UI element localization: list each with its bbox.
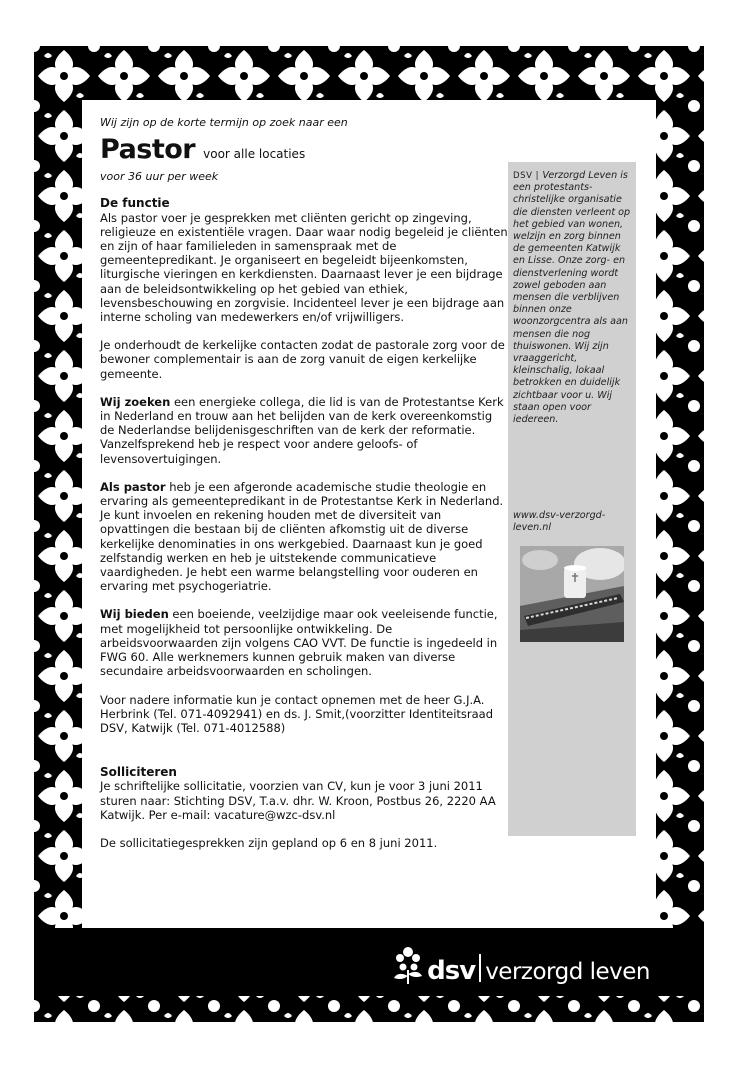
function-heading: De functie [100, 196, 170, 211]
title-row [100, 136, 510, 164]
apply-text: Je schriftelijke sollicitatie, voorzien van CV, kun je voor 3 juni 2011 sturen naar: Stichting DSV, T.a.v. dhr. W. Kroon, Postbus 26, 2220 AA Katwijk. Per e-mail: vacature@wzc-dsv.nl [100, 779, 496, 822]
photo-illustration [520, 546, 624, 642]
footer-band [34, 928, 704, 996]
sidebar-brand: DSV | [513, 171, 543, 181]
logo-separator [479, 954, 481, 982]
apply-heading: Solliciteren [100, 765, 177, 780]
hours-line: voor 36 uur per week [100, 170, 219, 184]
offer-paragraph [100, 607, 510, 678]
seek-text: een energieke collega, die lid is van de Protestantse Kerk in Nederland en trouw aan het belijden van de kerk overeenkomstig de Nederlandse belijdenisgeschriften van de kerk der reformatie. Vanzelfsprekend heb je respect voor andere geloofs- of levensovertuigingen. [100, 394, 504, 466]
page-title: Pastor [100, 134, 196, 166]
sidebar-text [513, 170, 633, 426]
sidebar-url[interactable]: www.dsv-verzorgd-leven.nl [513, 510, 606, 534]
logo-mark: dsv [427, 956, 476, 986]
intro-line: Wij zijn op de korte termijn op zoek naar een [100, 116, 348, 129]
as-pastor-paragraph [100, 480, 510, 594]
sidebar-description: Verzorgd Leven is een protestants-christelijke organisatie die diensten verleent op het gebied van wonen, welzijn en zorg binnen de gemeenten Katwijk en Lisse. Onze zorg- en dienstverlening wordt zowel geboden aan mensen die verblijven binnen onze woonzorgcentra als aan mensen die nog thuiswonen. Wij zijn vraaggericht, kleinschalig, lokaal betrokken en duidelijk zichtbaar voor u. Wij staan open voor iedereen. [513, 170, 631, 426]
function-text: Als pastor voer je gesprekken met cliënten gericht op zingeving, religieuze en existentiële vragen. Daar waar nodig begeleid je cliënten en zijn of haar familieleden in samenspraak met de gemeentepredikant. Je organiseert en begeleidt bijeenkomsten, liturgische vieringen en kerkdiensten. Daarnaast lever je een bijdrage aan de beleidsontwikkeling op het gebied van ethiek, levensbeschouwing en zorgvisie. Incidenteel lever je een bijdrage aan interne scholing van medewerkers en/of vrijwilligers. [100, 210, 508, 325]
flower-icon [391, 944, 425, 984]
as-pastor-lead: Als pastor [100, 479, 166, 494]
sidebar-box [508, 162, 636, 836]
dsv-logo [391, 940, 650, 984]
interview-text: De sollicitatiegesprekken zijn gepland op 6 en 8 juni 2011. [100, 835, 438, 850]
seek-lead: Wij zoeken [100, 394, 171, 409]
seek-paragraph [100, 395, 510, 466]
as-pastor-text: heb je een afgeronde academische studie theologie en ervaring als gemeentepredikant in de Protestantse Kerk in Nederland. Je kunt invoelen en rekening houden met de diversiteit van opvattingen die bestaan bij de cliënten afkomstig uit de diverse kerkelijke denominaties in ons werkgebied. Daarnaast kun je goed zelfstandig werken en heb je uitstekende communicatieve vaardigheden. Je hebt een warme belangstelling voor ouderen en ervaring met psychogeriatrie. [100, 479, 504, 594]
info-text: Voor nadere informatie kun je contact opnemen met de heer G.J.A. Herbrink (Tel. 071-4092941) en ds. J. Smit,(voorzitter Identiteitsraad DSV, Katwijk (Tel. 071-4012588) [100, 692, 494, 735]
contacts-text: Je onderhoudt de kerkelijke contacten zodat de pastorale zorg voor de bewoner complementair is aan de zorg vanuit de eigen kerkelijke gemeente. [100, 338, 505, 381]
title-subtitle: voor alle locaties [203, 147, 306, 162]
sidebar-photo [520, 546, 624, 642]
offer-text: een boeiende, veelzijdige maar ook veeleisende functie, met mogelijkheid tot persoonlijke ontwikkeling. De arbeidsvoorwaarden zijn volgens CAO VVT. De functie is ingedeeld in FWG 60. Alle werknemers kunnen gebruik maken van diverse secundaire arbeidsvoorwaarden en scholingen. [100, 607, 498, 679]
logo-tagline: verzorgd leven [485, 959, 650, 985]
ad-body [100, 116, 510, 864]
offer-lead: Wij bieden [100, 607, 169, 622]
